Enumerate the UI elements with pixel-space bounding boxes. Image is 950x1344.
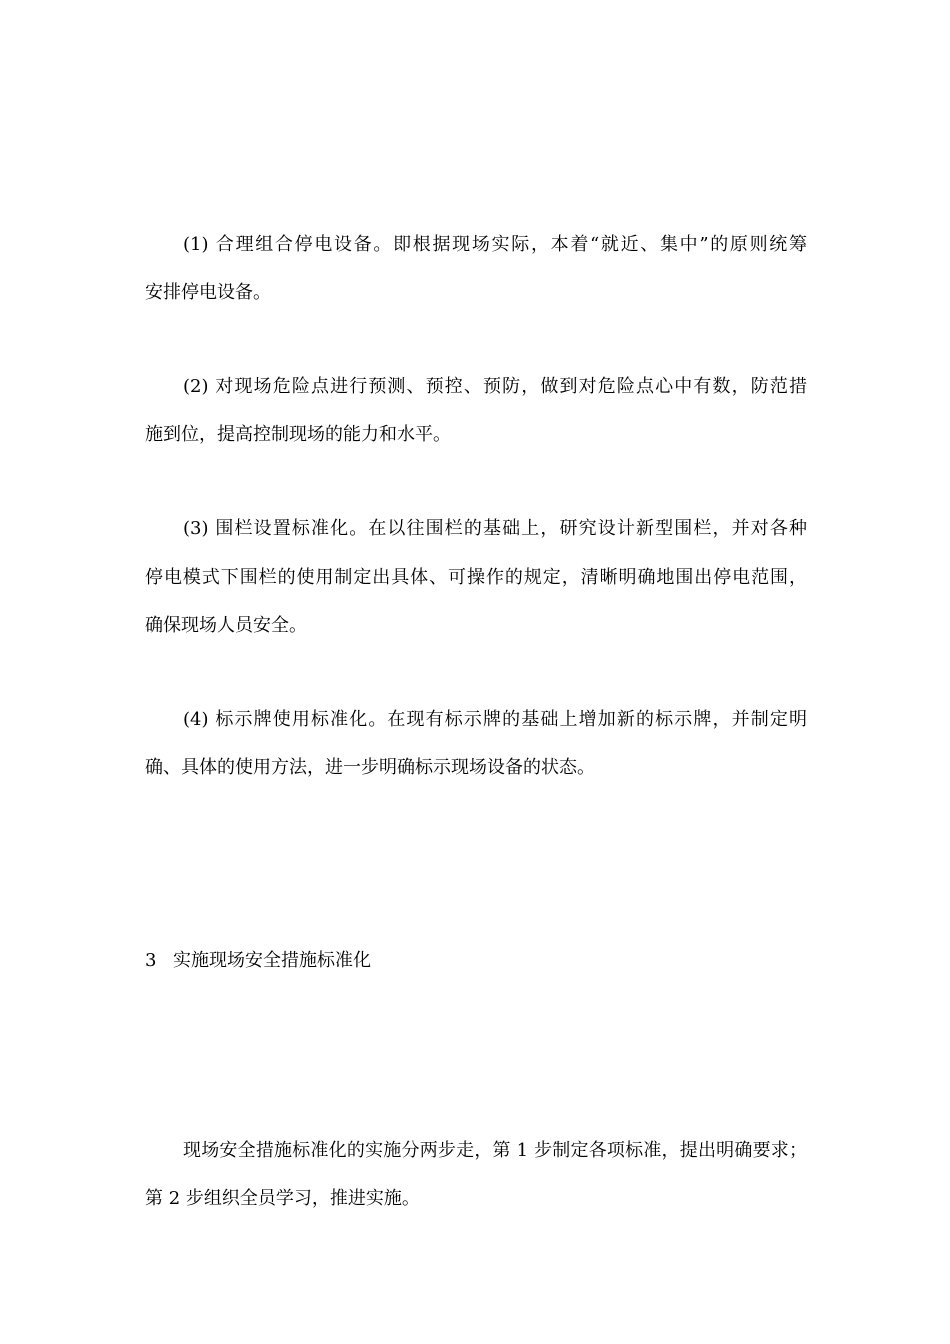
section-title: 实施现场安全措施标准化 bbox=[173, 950, 371, 971]
paragraph-line: (2) 对现场危险点进行预测、预控、预防，做到对危险点心中有数，防范措 bbox=[183, 376, 807, 397]
section-number: 3 bbox=[145, 950, 157, 971]
paragraph-line: 停电模式下围栏的使用制定出具体、可操作的规定，清晰明确地围出停电范围， bbox=[145, 567, 807, 588]
paragraph-line: (1) 合理组合停电设备。即根据现场实际，本着“就近、集中”的原则统筹 bbox=[183, 234, 807, 255]
section-heading bbox=[145, 949, 371, 973]
paragraph-line: 安排停电设备。 bbox=[145, 282, 271, 303]
paragraph-line: (3) 围栏设置标准化。在以往围栏的基础上，研究设计新型围栏，并对各种 bbox=[183, 518, 807, 539]
paragraph-line: 现场安全措施标准化的实施分两步走，第 1 步制定各项标准，提出明确要求； bbox=[183, 1140, 807, 1161]
paragraph-line: 第 2 步组织全员学习，推进实施。 bbox=[145, 1188, 420, 1209]
paragraph-line: 施到位，提高控制现场的能力和水平。 bbox=[145, 424, 451, 445]
paragraph-line: 确、具体的使用方法，进一步明确标示现场设备的状态。 bbox=[145, 757, 595, 778]
paragraph-line: 确保现场人员安全。 bbox=[145, 615, 307, 636]
paragraph-line: (4) 标示牌使用标准化。在现有标示牌的基础上增加新的标示牌，并制定明 bbox=[183, 709, 807, 730]
